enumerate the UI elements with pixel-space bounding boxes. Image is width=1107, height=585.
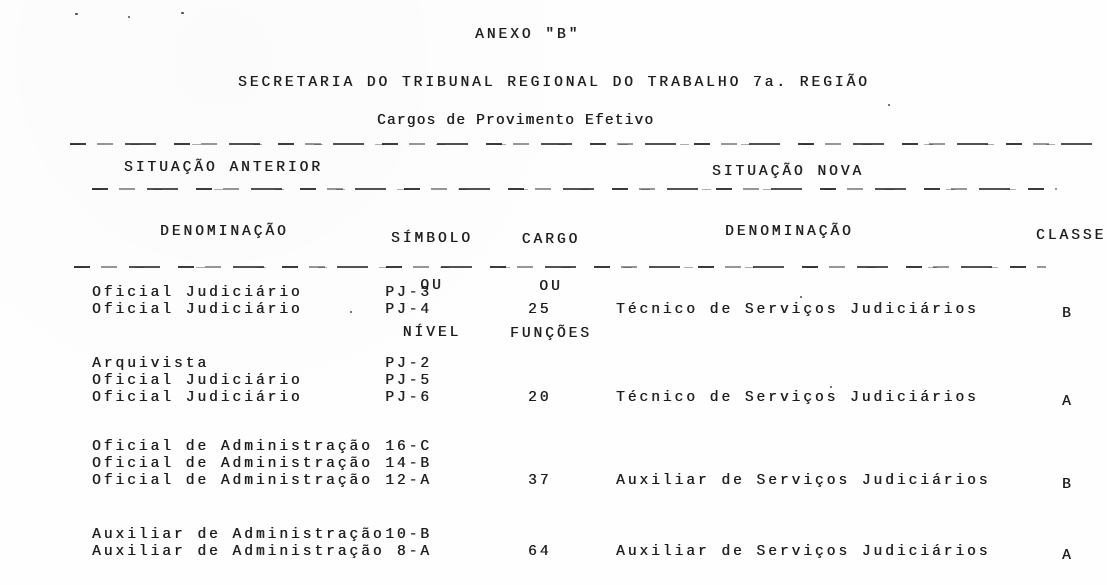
old-denomination-cell: Oficial de Administração	[92, 439, 373, 455]
old-denomination-cell: Auxiliar de Administração	[92, 527, 385, 543]
column-header-denomination-new: DENOMINAÇÃO	[725, 224, 854, 240]
symbol-cell: 16-C	[385, 439, 432, 455]
new-denomination-cell: Técnico de Serviços Judiciários	[616, 302, 979, 318]
column-header-symbol-line: NÍVEL	[402, 325, 462, 341]
new-denomination-cell: Auxiliar de Serviços Judiciários	[616, 473, 991, 489]
horizontal-rule	[70, 143, 1102, 145]
column-header-symbol-line: OU	[420, 278, 444, 294]
column-header-cargo	[498, 203, 604, 372]
symbol-cell: PJ-4	[385, 302, 432, 318]
symbol-cell: PJ-2	[385, 356, 432, 372]
document-subtitle: SECRETARIA DO TRIBUNAL REGIONAL DO TRABALHO 7a. REGIÃO	[238, 75, 870, 91]
class-cell: A	[1062, 394, 1074, 410]
symbol-cell: 8-A	[396, 544, 432, 560]
symbol-cell: 10-B	[385, 527, 432, 543]
quantity-cell: 37	[528, 473, 552, 489]
column-header-cargo-line: FUNÇÕES	[510, 326, 592, 342]
scan-speck	[350, 311, 352, 313]
new-denomination-cell: Técnico de Serviços Judiciários	[616, 390, 979, 406]
old-denomination-cell: Oficial de Administração	[92, 456, 373, 472]
old-denomination-cell: Oficial Judiciário	[92, 390, 303, 406]
scan-speck	[830, 386, 832, 388]
symbol-cell: 14-B	[385, 456, 432, 472]
section-header-new: SITUAÇÃO NOVA	[712, 164, 865, 180]
old-denomination-cell: Oficial Judiciário	[92, 285, 303, 301]
scan-speck	[888, 104, 890, 106]
column-header-class: CLASSE	[1036, 228, 1107, 244]
scan-speck	[800, 296, 802, 298]
quantity-cell: 25	[528, 302, 552, 318]
symbol-cell: 12-A	[385, 473, 432, 489]
section-header-previous: SITUAÇÃO ANTERIOR	[124, 160, 323, 176]
document-title: ANEXO "B"	[475, 27, 581, 43]
new-denomination-cell: Auxiliar de Serviços Judiciários	[616, 544, 991, 560]
class-cell: A	[1062, 548, 1074, 564]
symbol-cell: PJ-3	[385, 285, 432, 301]
scan-speck	[181, 12, 184, 14]
column-header-symbol-line: SÍMBOLO	[391, 231, 473, 247]
column-header-denomination-old: DENOMINAÇÃO	[160, 224, 289, 240]
column-header-cargo-line: OU	[539, 279, 563, 295]
quantity-cell: 20	[528, 390, 552, 406]
scan-speck	[75, 13, 78, 15]
symbol-cell: PJ-5	[385, 373, 432, 389]
old-denomination-cell: Oficial de Administração	[92, 473, 373, 489]
old-denomination-cell: Arquivista	[92, 356, 210, 372]
old-denomination-cell: Oficial Judiciário	[92, 302, 303, 318]
class-cell: B	[1062, 477, 1074, 493]
scan-speck	[128, 16, 130, 18]
class-cell: B	[1062, 306, 1074, 322]
quantity-cell: 64	[528, 544, 552, 560]
horizontal-rule	[92, 188, 1057, 190]
document-subheading: Cargos de Provimento Efetivo	[377, 113, 655, 129]
old-denomination-cell: Oficial Judiciário	[92, 373, 303, 389]
column-header-cargo-line: CARGO	[521, 232, 581, 248]
symbol-cell: PJ-6	[385, 390, 432, 406]
old-denomination-cell: Auxiliar de Administração	[92, 544, 385, 560]
